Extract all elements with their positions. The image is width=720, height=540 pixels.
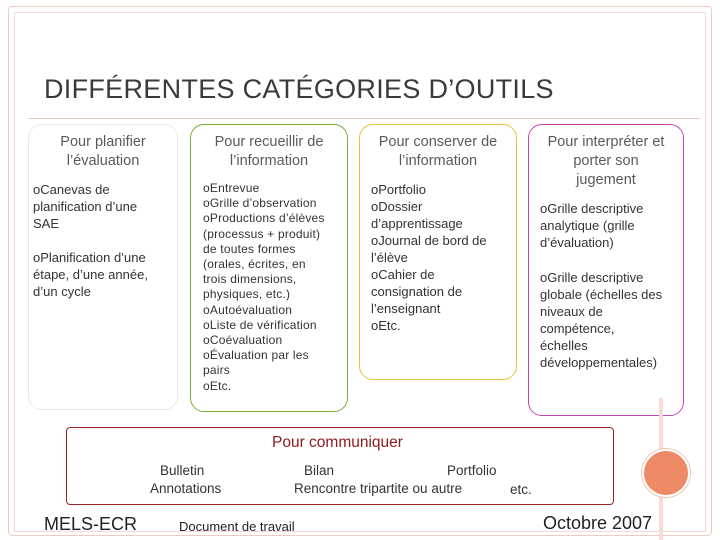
conserver-heading-line: Pour conserver de bbox=[378, 134, 498, 150]
planifier-heading bbox=[34, 133, 172, 171]
title-divider bbox=[28, 118, 700, 119]
list-item: d’un cycle bbox=[33, 284, 91, 299]
list-item: développementales) bbox=[540, 355, 658, 370]
list-item: d’évaluation) bbox=[540, 235, 614, 250]
interpreter-heading-line: jugement bbox=[576, 172, 636, 188]
list-item: compétence, bbox=[540, 321, 615, 336]
list-item: niveaux de bbox=[540, 304, 603, 319]
conserver-list bbox=[371, 181, 511, 334]
list-item: oEntrevue bbox=[203, 181, 260, 195]
rencontre-label: Rencontre tripartite ou autre bbox=[294, 481, 463, 496]
recueillir-heading bbox=[196, 133, 342, 171]
list-item: consignation de bbox=[371, 284, 463, 299]
list-item: oListe de vérification bbox=[203, 317, 317, 332]
list-item: de toutes formes bbox=[203, 241, 296, 256]
recueillir-heading-line: Pour recueillir de bbox=[214, 134, 324, 150]
recueillir-list bbox=[203, 181, 345, 394]
list-item: pairs bbox=[203, 363, 231, 378]
list-item: l’enseignant bbox=[371, 301, 441, 316]
interpreter-list bbox=[540, 200, 680, 371]
list-item: globale (échelles des bbox=[540, 287, 663, 302]
planifier-heading-line: Pour planifier bbox=[60, 134, 146, 150]
planifier-list bbox=[33, 181, 173, 300]
list-gap bbox=[540, 251, 680, 269]
list-item: SAE bbox=[33, 216, 60, 231]
slide-title: DIFFÉRENTES CATÉGORIES D’OUTILS bbox=[44, 74, 554, 104]
list-item: oCahier de bbox=[371, 267, 435, 282]
recueillir-heading-line: l’information bbox=[229, 153, 309, 169]
footer-document: Document de travail bbox=[179, 519, 295, 534]
list-item: l’élève bbox=[371, 250, 408, 265]
list-item: planification d’une bbox=[33, 199, 138, 214]
list-item: oGrille d’observation bbox=[203, 196, 317, 211]
bulletin-label: Bulletin bbox=[160, 463, 205, 478]
list-item: oPortfolio bbox=[371, 182, 426, 197]
footer-date: Octobre 2007 bbox=[543, 513, 653, 533]
conserver-heading bbox=[364, 133, 512, 171]
list-item: oEtc. bbox=[371, 318, 401, 333]
list-item: trois dimensions, bbox=[203, 272, 297, 287]
list-item: analytique (grille bbox=[540, 218, 635, 233]
list-item: oEtc. bbox=[203, 378, 232, 393]
interpreter-heading bbox=[532, 133, 680, 190]
portfolio-label: Portfolio bbox=[447, 463, 497, 478]
list-item: d’apprentissage bbox=[371, 216, 463, 231]
list-item: oJournal de bord de bbox=[371, 233, 487, 248]
list-item: oGrille descriptive bbox=[540, 201, 644, 216]
list-item: (processus + produit) bbox=[203, 226, 321, 241]
list-item: oCanevas de bbox=[33, 182, 110, 197]
annotations-label: Annotations bbox=[150, 481, 222, 496]
list-item: oDossier bbox=[371, 199, 423, 214]
list-item: oGrille descriptive bbox=[540, 270, 644, 285]
list-item: oCoévaluation bbox=[203, 333, 283, 348]
list-item: (orales, écrites, en bbox=[203, 257, 306, 272]
list-item: échelles bbox=[540, 338, 588, 353]
list-gap bbox=[33, 232, 173, 249]
bilan-label: Bilan bbox=[304, 463, 335, 478]
interpreter-heading-line: porter son bbox=[573, 153, 639, 169]
footer-author: MELS-ECR bbox=[44, 514, 138, 534]
interpreter-heading-line: Pour interpréter et bbox=[547, 134, 665, 150]
list-item: oProductions d’élèves bbox=[203, 211, 325, 226]
list-item: oAutoévaluation bbox=[203, 302, 293, 317]
etc-label: etc. bbox=[510, 482, 532, 497]
communiquer-title: Pour communiquer bbox=[272, 434, 403, 451]
list-item: oÉvaluation par les bbox=[203, 348, 309, 363]
list-item: physiques, etc.) bbox=[203, 287, 291, 302]
list-item: oPlanification d’une bbox=[33, 250, 146, 265]
list-item: étape, d’une année, bbox=[33, 267, 148, 282]
decorative-circle bbox=[642, 449, 690, 497]
conserver-heading-line: l’information bbox=[398, 153, 478, 169]
planifier-heading-line: l’évaluation bbox=[66, 153, 140, 169]
